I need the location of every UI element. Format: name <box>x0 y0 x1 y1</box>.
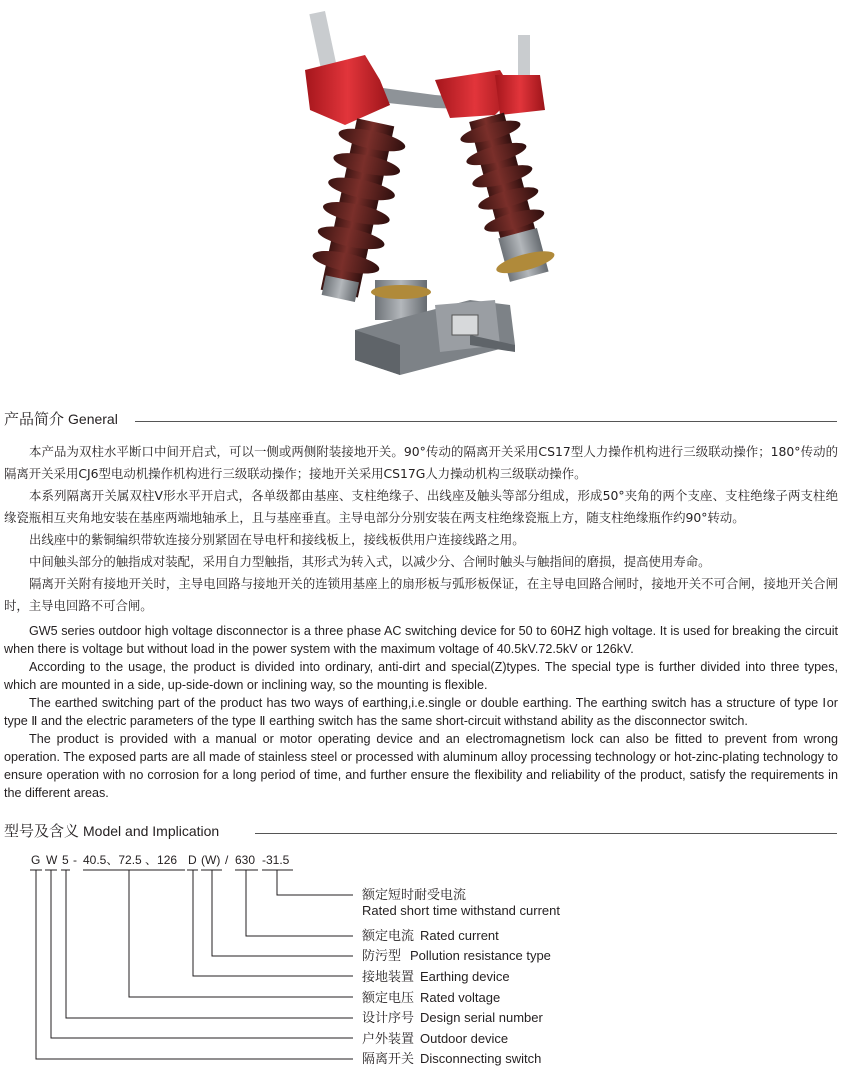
label-earthing-en: Earthing device <box>420 969 510 984</box>
label-disconnecting-cn: 隔离开关 <box>362 1051 415 1066</box>
section-title-en: Model and Implication <box>83 823 220 839</box>
label-pollution-en: Pollution resistance type <box>410 948 551 963</box>
section-title-cn: 产品简介 <box>4 410 65 428</box>
label-rated-voltage-en: Rated voltage <box>420 990 501 1005</box>
code-part: -31.5 <box>262 853 290 867</box>
section-title-general <box>4 408 118 429</box>
product-photo <box>260 0 600 400</box>
section-title-cn: 型号及含义 <box>4 822 80 840</box>
cn-paragraph: 出线座中的紫铜编织带软连接分别紧固在导电杆和接线板上，接线板供用户连接线路之用。 <box>29 532 525 547</box>
en-paragraph: The earthed switching part of the product has two ways of earthing,i.e.single or double earthing. The earthing switch has a structure of type Ⅰor type Ⅱ and the electric parameters of the type Ⅱ earthing switch has the same short-circuit withstand ability as the disconnector switch. <box>4 696 838 728</box>
code-part: 630 <box>235 853 256 867</box>
en-paragraph: According to the usage, the product is divided into ordinary, anti-dirt and special(Z)types. The special type is further divided into three types, which are mounted in a side, up-side-down or inclining way, so the mounting is flexible. <box>4 660 838 692</box>
label-rated-current-en: Rated current <box>420 928 499 943</box>
en-paragraph: The product is provided with a manual or motor operating device and an electromagnetism lock can also be fitted to prevent from wrong operation. The exposed parts are all made of stainless steel or processed with aluminum alloy processing technology or hot-zinc-plating technology to ensure operation with no corrosion for a long period of time, and further ensure the flexibility and reliability of the product, satisfy the requirements in the different areas. <box>4 732 838 800</box>
section-title-model <box>4 820 219 841</box>
en-paragraph: GW5 series outdoor high voltage disconnector is a three phase AC switching device for 50 to 60HZ high voltage. It is used for breaking the circuit when there is voltage but without load in the power system with the maximum voltage of 40.5kV.72.5kV or 126kV. <box>4 624 838 656</box>
label-pollution-cn: 防污型 <box>362 948 402 963</box>
code-part: - <box>73 853 77 867</box>
label-rated-short-time-en: Rated short time withstand current <box>362 903 560 918</box>
en-description <box>4 622 838 802</box>
code-part: / <box>225 853 229 867</box>
label-disconnecting-en: Disconnecting switch <box>420 1051 542 1066</box>
label-outdoor-cn: 户外装置 <box>362 1031 415 1046</box>
label-earthing-cn: 接地装置 <box>362 969 415 984</box>
code-part: G <box>31 853 41 867</box>
section-rule <box>135 421 837 422</box>
section-rule <box>255 833 837 834</box>
section-title-en: General <box>68 411 118 427</box>
label-rated-current-cn: 额定电流 <box>362 928 415 943</box>
code-part: D <box>188 853 197 867</box>
cn-description <box>4 441 838 617</box>
label-design-serial-cn: 设计序号 <box>362 1010 415 1025</box>
code-part: 40.5、72.5 、126 <box>83 853 178 867</box>
label-outdoor-en: Outdoor device <box>420 1031 509 1046</box>
code-part: (W) <box>201 853 221 867</box>
code-part: W <box>46 853 58 867</box>
cn-paragraph: 本系列隔离开关属双柱V形水平开启式，各单级都由基座、支柱绝缘子、出线座及触头等部分组成，形成50°夹角的两个支座、支柱绝缘子两支柱绝缘瓷瓶相互夹角地安装在基座两端地轴承上，且与基座垂直。主导电部分分别安装在两支柱绝缘瓷瓶上方，随支柱绝缘瓶作约90°转动。 <box>4 488 838 525</box>
code-part: 5 <box>62 853 69 867</box>
cn-paragraph: 本产品为双柱水平断口中间开启式，可以一侧或两侧附装接地开关。90°传动的隔离开关采用CS17型人力操作机构进行三级联动操作；180°传动的隔离开关采用CJ6型电动机操作机构进行三级联动操作；接地开关采用CS17G人力操动机构三级联动操作。 <box>4 444 838 481</box>
label-design-serial-en: Design serial number <box>420 1010 543 1025</box>
label-rated-voltage-cn: 额定电压 <box>362 990 415 1005</box>
model-diagram <box>0 840 845 1077</box>
label-rated-short-time-cn: 额定短时耐受电流 <box>362 887 467 902</box>
cn-paragraph: 中间触头部分的触指成对装配，采用自力型触指，其形式为转入式，以减少分、合闸时触头与触指间的磨损，提高使用寿命。 <box>29 554 711 569</box>
cn-paragraph: 隔离开关附有接地开关时，主导电回路与接地开关的连锁用基座上的扇形板与弧形板保证，在主导电回路合闸时，接地开关不可合闸，接地开关合闸时，主导电回路不可合闸。 <box>4 576 838 613</box>
